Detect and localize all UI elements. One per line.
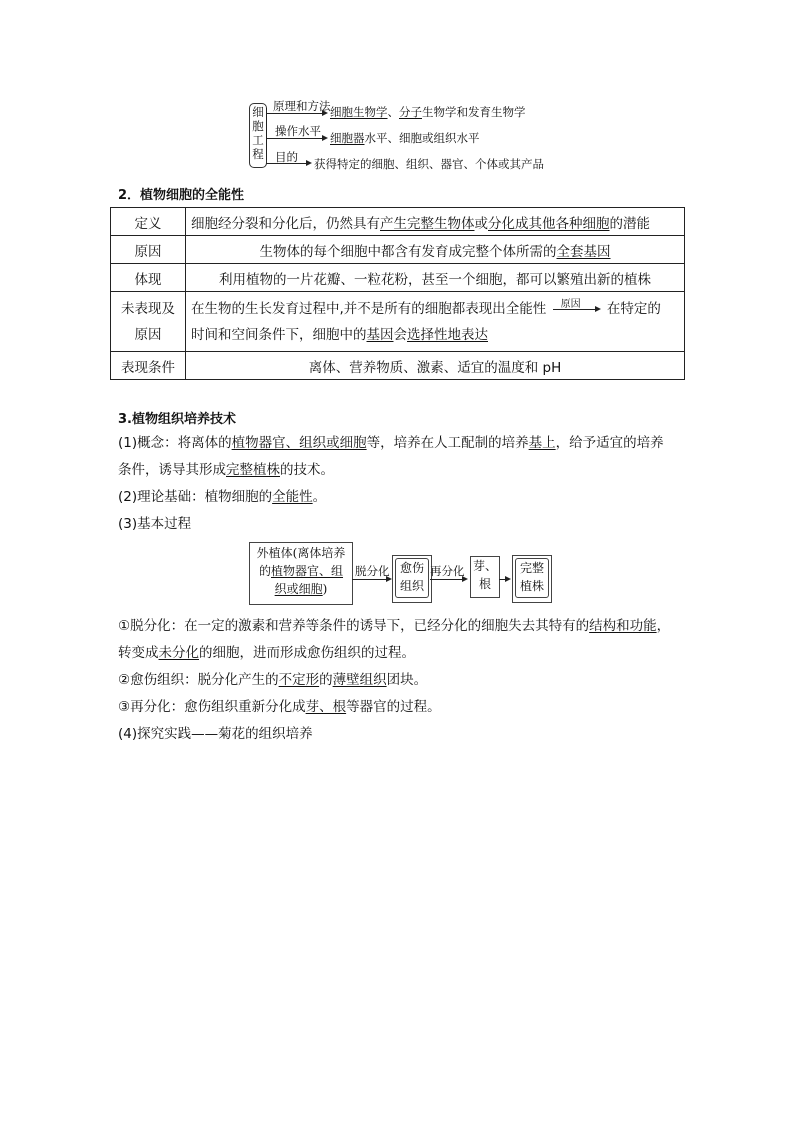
branch-value-principle [330,104,526,120]
text-run: 转变成 [118,645,159,661]
process-item [118,613,688,640]
table-row [111,236,685,264]
root-char: 程 [252,147,264,161]
flow-arrow-label-redifferentiation: 再分化 [430,564,465,578]
text-run: 。 [312,489,327,505]
row-key-line: 未表现及 [121,300,175,317]
underlined-text: 薄壁组织 [332,672,387,688]
process-item [118,721,688,748]
process-items [118,613,688,748]
flow-box-line [250,544,352,562]
table-row [111,264,685,292]
arrow-head [505,576,511,582]
row-value [186,236,685,264]
section-heading-totipotency: 2．植物细胞的全能性 [118,188,245,203]
branch-line-purpose [266,163,306,164]
text-run: 或 [474,215,488,232]
text-run: 细胞经分裂和分化后，仍然具有 [191,215,380,232]
process-item [118,694,688,721]
text-run: ， [656,618,671,634]
text-run: 生物学和发育生物学 [422,105,526,119]
underlined-text: 基因 [366,326,394,343]
text-run: 、 [387,105,399,119]
flow-box-line: 愈伤 [399,561,424,575]
text-run: 会 [393,326,407,343]
flow-box-bud-root [470,556,500,598]
row-value-line [191,322,679,348]
underlined-text: 植物器官、组 [271,564,344,578]
concept-line [118,457,688,484]
text-run: 条件，诱导其形成 [118,462,226,478]
row-key-line: 原因 [134,326,162,343]
text-run: (4)探究实践——菊花的组织培养 [118,726,313,742]
branch-label-level: 操作水平 [275,124,321,138]
text-run: (1)概念：将离体的 [118,435,232,451]
underlined-text: 全能性 [272,489,313,505]
underlined-text: 产生完整生物体 [380,215,475,232]
text-run: 等器官的过程。 [346,699,441,715]
row-text: 在特定的 [606,300,661,317]
text-run: ③再分化：愈伤组织重新分化成 [118,699,306,715]
table-row [111,292,685,352]
text-run: 获得特定的细胞、组织、器官、个体或其产品 [314,157,544,171]
process-item [118,667,688,694]
row-key: 体现 [111,264,186,292]
branch-value-level [330,130,480,146]
text-run: 生物体的每个细胞中都含有发育成完整个体所需的 [259,243,557,260]
underlined-text: 结构和功能 [589,618,657,634]
flow-box-line [250,580,352,598]
branch-line-principle [266,113,322,114]
flow-box-line: 芽、 [472,559,497,573]
row-value [186,264,685,292]
section-heading-tissue-culture: 3.植物组织培养技术 [118,412,236,427]
underlined-text: 织或细胞 [274,582,323,596]
underlined-text: 未分化 [158,645,199,661]
underlined-text: 分化成其他各种细胞 [488,215,610,232]
flow-arrow-label-dedifferentiation: 脱分化 [355,564,390,578]
reason-arrow-label: 原因 [560,298,581,310]
flow-box-explant [249,542,353,605]
flow-box-callus [392,555,432,603]
flow-box-line: 完整 [519,561,544,575]
theory-line [118,484,688,511]
underlined-text: 不定形 [278,672,320,688]
flow-box-inner [395,558,429,598]
underlined-text: 细胞生物学 [330,105,388,119]
root-char: 工 [252,133,264,147]
text-run: 水平、细胞或组织水平 [364,131,480,145]
row-key [111,292,186,352]
underlined-text: 基上 [528,435,556,451]
text-run: 团块。 [386,672,428,688]
table-row [111,352,685,380]
flow-box-plant [512,555,552,603]
process-item [118,640,688,667]
text-run: ②愈伤组织：脱分化产生的 [118,672,279,688]
text-run: ) [322,582,328,596]
arrow-head [322,135,328,141]
totipotency-table [110,207,685,380]
row-value-line [191,296,679,322]
text-run: 的技术。 [280,462,334,478]
branch-line-level [266,138,322,139]
root-char: 胞 [252,119,264,133]
text-run: 的 [319,672,333,688]
row-value [186,292,685,352]
flow-box-line: 植株 [519,579,544,593]
underlined-text: 芽、根 [305,699,347,715]
cell-engineering-root-box [249,103,267,168]
flow-box-line: 根 [478,577,491,591]
text-run: 等，培养在人工配制的培养 [366,435,529,451]
row-key: 定义 [111,208,186,236]
flow-box-line [250,562,352,580]
table-row [111,208,685,236]
reason-arrow-line [553,309,595,310]
flow-box-inner [515,558,549,598]
underlined-text: 选择性地表达 [407,326,488,343]
underlined-text: 细胞器 [330,131,365,145]
text-run: 离体、营养物质、激素、适宜的温度和 pH [308,359,562,376]
reason-arrow-head [595,306,601,312]
root-char: 细 [252,105,264,119]
text-run: 的 [258,564,271,578]
row-value [186,208,685,236]
text-run: 外植体(离体培养 [256,546,346,560]
text-run: (2)理论基础：植物细胞的 [118,489,273,505]
concept-line [118,430,688,457]
arrow-head [306,160,312,166]
text-run: 利用植物的一片花瓣、一粒花粉，甚至一个细胞，都可以繁殖出新的植株 [219,271,651,288]
underlined-text: 完整植株 [226,462,280,478]
text-run: 的细胞，进而形成愈伤组织的过程。 [199,645,415,661]
underlined-text: 全套基因 [556,243,611,260]
arrow-head [322,110,328,116]
process-title: (3)基本过程 [118,516,192,532]
arrow-head [462,576,468,582]
concept-paragraph [118,430,688,538]
row-value [186,352,685,380]
row-key: 表现条件 [111,352,186,380]
branch-label-purpose: 目的 [275,150,298,164]
text-run: 时间和空间条件下，细胞中的 [191,326,367,343]
text-run: 的潜能 [609,215,650,232]
flow-box-line: 组织 [399,579,424,593]
flow-arrow-line [352,579,386,580]
reason-arrow [553,298,601,316]
row-text: 在生物的生长发育过程中,并不是所有的细胞都表现出全能性 [191,300,547,317]
branch-value-purpose [314,156,544,172]
branch-label-principle: 原理和方法 [273,99,331,113]
text-run: ①脱分化：在一定的激素和营养等条件的诱导下，已经分化的细胞失去其特有的 [118,618,590,634]
row-key: 原因 [111,236,186,264]
text-run: ，给予适宜的培养 [555,435,664,451]
flow-arrow-line [430,579,462,580]
underlined-text: 分子 [399,105,422,119]
underlined-text: 植物器官、组织或细胞 [231,435,367,451]
